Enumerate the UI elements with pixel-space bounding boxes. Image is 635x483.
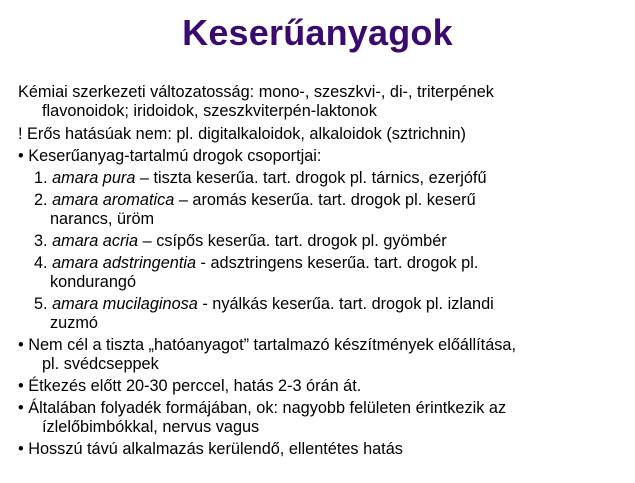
item-continuation: kondurangó [50,273,137,291]
bullet-line-2: pl. svédcseppek [42,355,159,373]
item-name: amara mucilaginosa [52,295,198,313]
bullet-line-2: ízlelőbimbókkal, nervus vagus [42,418,260,436]
bullet-line-1: • Hosszú távú alkalmazás kerülendő, ellentétes hatás [18,440,403,458]
bullet-item [18,440,623,459]
slide-title: Keserűanyagok [182,12,453,53]
item-desc: - adsztringens keserűa. tart. drogok pl. [196,254,479,272]
list-item [34,169,623,188]
intro-line-1: Kémiai szerkezeti változatosság: mono-, szeszkvi-, di-, triterpének [18,83,494,101]
item-number: 4. [34,254,48,272]
bullet-item [18,399,623,437]
item-number: 3. [34,232,48,250]
intro-paragraph [18,83,623,121]
warning-line: ! Erős hatásúak nem: pl. digitalkaloidok, alkaloidok (sztrichnin) [18,125,466,143]
slide-content [18,83,623,459]
item-number: 1. [34,169,48,187]
groups-list [18,169,623,333]
item-continuation: narancs, üröm [50,210,155,228]
groups-heading: • Keserűanyag-tartalmú drogok csoportjai: [18,147,322,165]
item-name: amara pura [52,169,136,187]
bullet-line-1: • Nem cél a tiszta „hatóanyagot” tartalmazó készítmények előállítása, [18,336,516,354]
item-name: amara adstringentia [52,254,197,272]
list-item [34,295,623,333]
item-desc: – aromás keserűa. tart. drogok pl. keserű [174,191,476,209]
item-number: 5. [34,295,48,313]
item-desc: - nyálkás keserűa. tart. drogok pl. izlandi [197,295,494,313]
bullet-line-1: • Étkezés előtt 20-30 perccel, hatás 2-3 órán át. [18,377,362,395]
item-desc: – csípős keserűa. tart. drogok pl. gyömbér [138,232,447,250]
item-desc: – tiszta keserűa. tart. drogok pl. tárnics, ezerjófű [135,169,487,187]
bullet-line-1: • Általában folyadék formájában, ok: nagyobb felületen érintkezik az [18,399,507,417]
intro-line-2: flavonoidok; iridoidok, szeszkviterpén-laktonok [42,102,377,120]
list-item [34,254,623,292]
bullet-item [18,336,623,374]
item-number: 2. [34,191,48,209]
list-item [34,191,623,229]
bullet-item [18,377,623,396]
item-continuation: zuzmó [50,314,98,332]
item-name: amara acria [52,232,139,250]
list-item [34,232,623,251]
item-name: amara aromatica [52,191,175,209]
